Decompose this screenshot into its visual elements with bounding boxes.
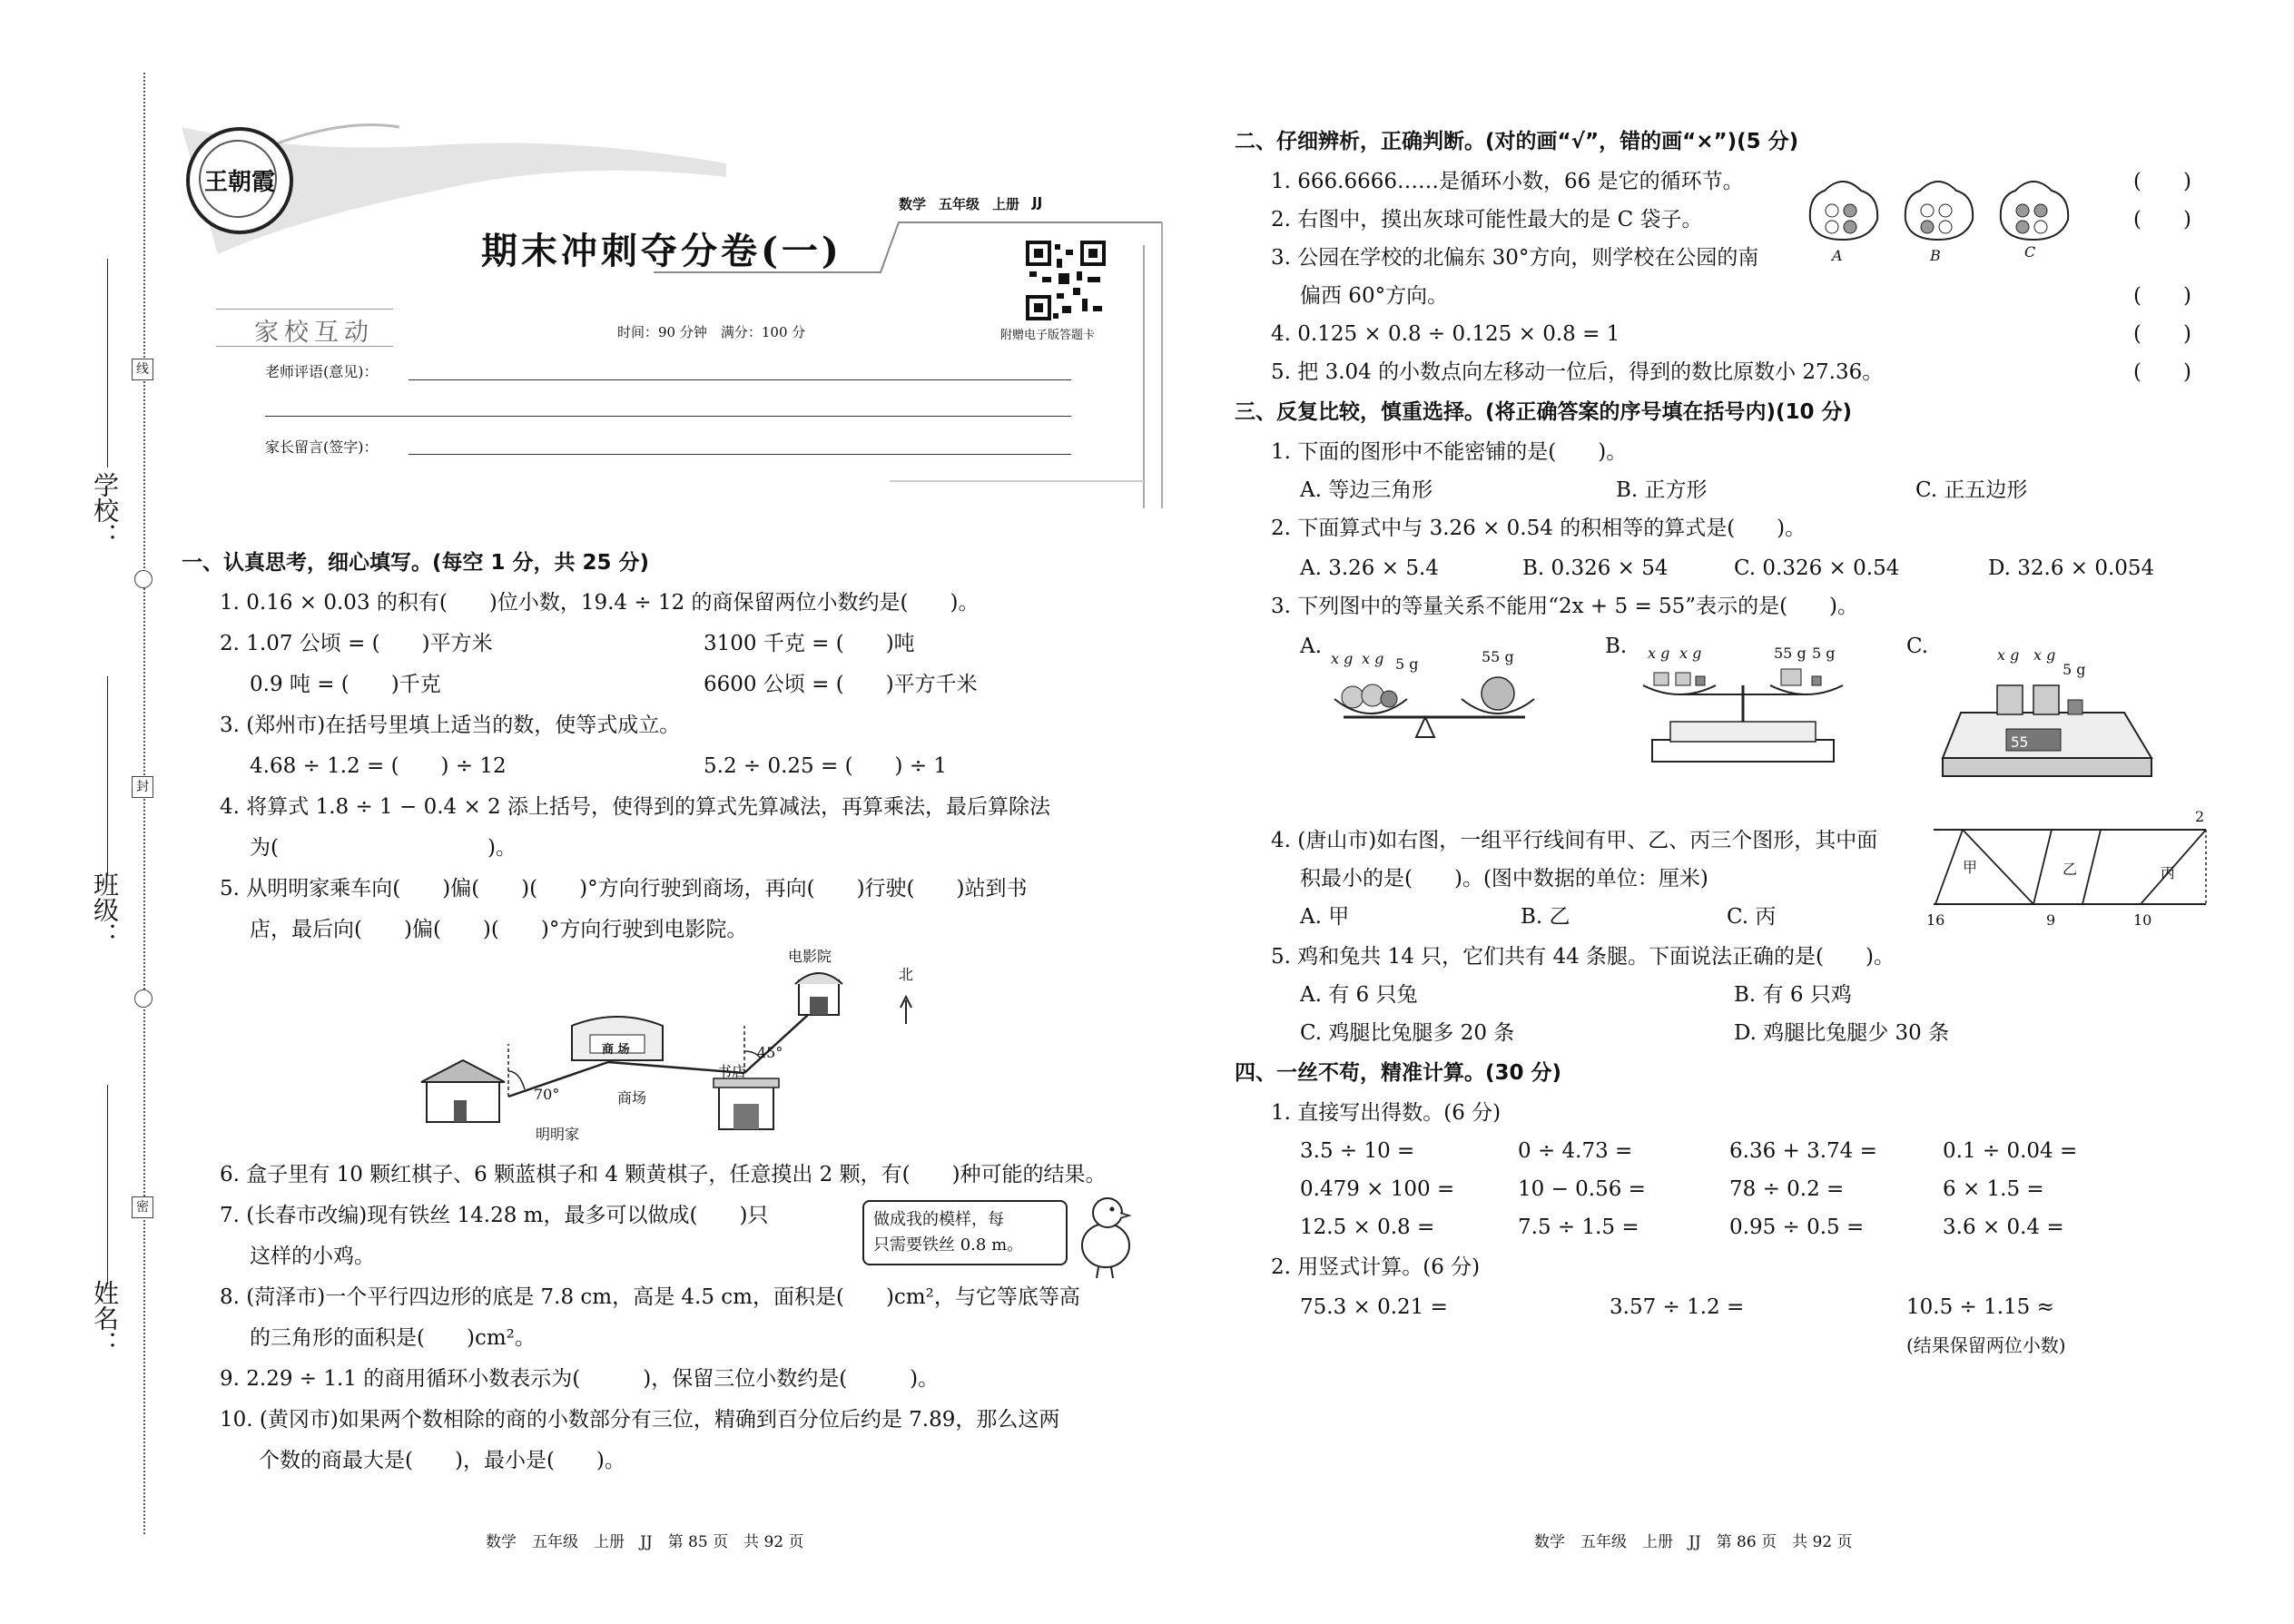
choice-4-a: A. 甲 [1300, 905, 1350, 929]
left-footer: 数学 五年级 上册 JJ 第 85 页 共 92 页 [486, 1533, 804, 1551]
section4-title: 四、一丝不苟，精准计算。(30 分) [1235, 1061, 1562, 1085]
choice-3-b: B. [1605, 635, 1628, 658]
q4a: 4. 将算式 1.8 ÷ 1 − 0.4 × 2 添上括号，使得到的算式先算减法，再算乘法，最后算除法 [220, 795, 1050, 819]
qr-code [1026, 241, 1106, 320]
bags-figure [1807, 163, 2070, 245]
calc-r2c2: 10 − 0.56 = [1518, 1177, 1646, 1201]
q7b: 这样的小鸡。 [250, 1245, 375, 1268]
calc-2-title: 2. 用竖式计算。(6 分) [1271, 1255, 1481, 1279]
calc-r3c2: 7.5 ÷ 1.5 = [1518, 1216, 1639, 1239]
bag-label-a: A [1832, 247, 1843, 264]
bag-label-c: C [2024, 243, 2036, 261]
speech-bubble [862, 1200, 1068, 1265]
q5b: 店，最后向( )偏( )( )°方向行驶到电影院。 [250, 918, 748, 941]
home-school-box [216, 309, 393, 347]
bubble-line-2: 只需要铁丝 0.8 m。 [873, 1235, 1024, 1255]
name-line [107, 1085, 108, 1284]
binding-hole-2 [134, 989, 153, 1008]
judge-3a: 3. 公园在学校的北偏东 30°方向，则学校在公园的南 [1271, 246, 1759, 270]
scale-c-x2: x g [2033, 646, 2056, 664]
q2c: 0.9 吨 = ( )千克 [250, 673, 441, 696]
judge-2-answer[interactable]: ( ) [2133, 208, 2191, 231]
vertical-calc-1: 75.3 × 0.21 = [1300, 1295, 1448, 1319]
q3b: 5.2 ÷ 0.25 = ( ) ÷ 1 [704, 754, 948, 778]
map-mall: 商场 [617, 1089, 647, 1107]
seal-char-secret: 密 [132, 1196, 153, 1218]
electronic-scale-c [1943, 649, 2161, 785]
q6: 6. 盒子里有 10 颗红棋子、6 颗蓝棋子和 4 颗黄棋子，任意摸出 2 颗，有( )种可能的结果。 [220, 1163, 1107, 1186]
q3a: 4.68 ÷ 1.2 = ( ) ÷ 12 [250, 754, 507, 778]
balance-a-x1: x g [1331, 650, 1354, 667]
fig-yi: 乙 [2063, 861, 2078, 878]
choice-1-c: C. 正五边形 [1915, 478, 2028, 502]
balance-a-x2: x g [1362, 650, 1384, 667]
fig-base-10: 10 [2133, 911, 2152, 929]
choice-4a: 4. (唐山市)如右图，一组平行线间有甲、乙、丙三个图形，其中面 [1271, 829, 1878, 852]
route-map [418, 944, 962, 1153]
class-label: 班级： [90, 871, 120, 948]
qr-caption: 附赠电子版答题卡 [1000, 329, 1096, 342]
judge-4-answer[interactable]: ( ) [2133, 322, 2191, 346]
bag-label-b: B [1930, 247, 1941, 264]
vertical-calc-note: (结果保留两位小数) [1906, 1334, 2066, 1356]
map-angle-70: 70° [534, 1086, 560, 1103]
section3-title: 三、反复比较，慎重选择。(将正确答案的序号填在括号内)(10 分) [1235, 400, 1853, 424]
school-label: 学校： [90, 472, 120, 548]
time-info: 时间：90 分钟 满分：100 分 [617, 324, 806, 340]
calc-r3c3: 0.95 ÷ 0.5 = [1729, 1216, 1865, 1239]
balance-a-5g: 5 g [1395, 655, 1419, 673]
choice-5-b: B. 有 6 只鸡 [1734, 983, 1852, 1007]
choice-5-a: A. 有 6 只兔 [1300, 983, 1418, 1007]
balance-b-5g: 5 g [1812, 645, 1836, 662]
choice-5-d: D. 鸡腿比兔腿少 30 条 [1734, 1021, 1950, 1045]
logo-text: 王朝霞 [203, 169, 275, 196]
map-angle-45: 45° [757, 1044, 783, 1061]
scale-c-x1: x g [1997, 646, 2020, 664]
balance-b-x1: x g [1648, 645, 1670, 662]
choice-3-c: C. [1906, 635, 1929, 658]
seal-char-seal: 封 [132, 776, 153, 798]
tag-grade: 五年级 [939, 196, 980, 212]
q1: 1. 0.16 × 0.03 的积有( )位小数，19.4 ÷ 12 的商保留两位小数约是( )。 [220, 591, 980, 615]
binding-hole-1 [134, 570, 153, 588]
choice-3: 3. 下列图中的等量关系不能用“2x + 5 = 55”表示的是( )。 [1271, 595, 1859, 618]
choice-2-c: C. 0.326 × 0.54 [1734, 556, 1900, 580]
page-title: 期末冲刺夺分卷(一) [481, 230, 842, 272]
fig-base-9: 9 [2046, 911, 2056, 929]
scale-display: 55 [2011, 733, 2029, 751]
home-school-label: 家校互动 [254, 319, 374, 347]
fig-bing: 丙 [2161, 864, 2176, 881]
scale-c-5g: 5 g [2063, 661, 2086, 678]
school-line [107, 259, 108, 468]
judge-1-answer[interactable]: ( ) [2133, 170, 2191, 193]
balance-b [1634, 649, 1861, 767]
q7a: 7. (长春市改编)现有铁丝 14.28 m，最多可以做成( )只 [220, 1204, 769, 1227]
choice-1-b: B. 正方形 [1616, 478, 1708, 502]
judge-1: 1. 666.6666……是循环小数，66 是它的循环节。 [1271, 170, 1744, 193]
teacher-comment-label: 老师评语(意见)： [265, 363, 379, 380]
teacher-comment-line-1 [409, 379, 1071, 380]
choice-5: 5. 鸡和兔共 14 只，它们共有 44 条腿。下面说法正确的是( )。 [1271, 945, 1895, 969]
q4b: 为( )。 [250, 836, 517, 860]
tag-subject: 数学 [899, 196, 927, 212]
judge-3-answer[interactable]: ( ) [2133, 284, 2191, 308]
vertical-calc-2: 3.57 ÷ 1.2 = [1610, 1295, 1745, 1319]
choice-4b: 积最小的是( )。(图中数据的单位：厘米) [1300, 867, 1708, 891]
bubble-line-1: 做成我的模样，每 [873, 1210, 1004, 1229]
calc-r3c1: 12.5 × 0.8 = [1300, 1216, 1435, 1239]
q8b: 的三角形的面积是( )cm²。 [250, 1326, 536, 1350]
judge-2: 2. 右图中，摸出灰球可能性最大的是 C 袋子。 [1271, 208, 1703, 231]
seal-char-line: 线 [132, 359, 153, 380]
right-footer: 数学 五年级 上册 JJ 第 86 页 共 92 页 [1534, 1533, 1853, 1551]
choice-1: 1. 下面的图形中不能密铺的是( )。 [1271, 440, 1628, 464]
binding-dotted-line [143, 73, 145, 1534]
map-mall-sign: 商 场 [602, 1043, 630, 1057]
calc-1-title: 1. 直接写出得数。(6 分) [1271, 1101, 1501, 1125]
judge-5: 5. 把 3.04 的小数点向左移动一位后，得到的数比原数小 27.36。 [1271, 360, 1884, 384]
q10a: 10. (黄冈市)如果两个数相除的商的小数部分有三位，精确到百分位后约是 7.89，那么这两 [220, 1408, 1060, 1432]
parent-comment-line [409, 454, 1071, 455]
balance-b-x2: x g [1679, 645, 1702, 662]
calc-r2c4: 6 × 1.5 = [1943, 1177, 2044, 1201]
choice-2-d: D. 32.6 × 0.054 [1988, 556, 2155, 580]
choice-1-a: A. 等边三角形 [1300, 478, 1433, 502]
balance-b-55g: 55 g [1774, 645, 1807, 662]
map-cinema: 电影院 [788, 948, 832, 965]
subject-tags [899, 194, 1042, 213]
q10b: 个数的商最大是( )，最小是( )。 [259, 1449, 625, 1472]
fig-height: 2 [2195, 808, 2205, 825]
choice-2-a: A. 3.26 × 5.4 [1300, 556, 1439, 580]
judge-4: 4. 0.125 × 0.8 ÷ 0.125 × 0.8 = 1 [1271, 322, 1620, 346]
tag-edition: JJ [1032, 194, 1043, 211]
teacher-comment-line-2 [265, 416, 1071, 417]
class-line [107, 676, 108, 876]
calc-r3c4: 3.6 × 0.4 = [1943, 1216, 2064, 1239]
q5a: 5. 从明明家乘车向( )偏( )( )°方向行驶到商场，再向( )行驶( )站到书 [220, 877, 1028, 901]
judge-5-answer[interactable]: ( ) [2133, 360, 2191, 384]
chick-illustration [1071, 1189, 1144, 1280]
map-home: 明明家 [536, 1126, 580, 1143]
section1-title: 一、认真思考，细心填写。(每空 1 分，共 25 分) [182, 551, 650, 575]
fig-base-16: 16 [1926, 911, 1945, 929]
parent-comment-label: 家长留言(签字)： [265, 438, 379, 456]
calc-r1c3: 6.36 + 3.74 = [1729, 1139, 1877, 1163]
q3: 3. (郑州市)在括号里填上适当的数，使等式成立。 [220, 714, 681, 737]
calc-r2c1: 0.479 × 100 = [1300, 1177, 1455, 1201]
q2d: 6600 公顷 = ( )平方千米 [704, 673, 978, 696]
choice-3-a: A. [1300, 635, 1322, 658]
choice-2-b: B. 0.326 × 54 [1522, 556, 1669, 580]
judge-3b: 偏西 60°方向。 [1300, 284, 1449, 308]
tag-volume: 上册 [992, 196, 1020, 212]
choice-2: 2. 下面算式中与 3.26 × 0.54 的积相等的算式是( )。 [1271, 517, 1807, 540]
calc-r1c4: 0.1 ÷ 0.04 = [1943, 1139, 2078, 1163]
section2-title: 二、仔细辨析，正确判断。(对的画“√”，错的画“×”)(5 分) [1235, 130, 1799, 153]
name-label: 姓名： [90, 1280, 120, 1356]
q2b: 3100 千克 = ( )吨 [704, 632, 915, 655]
vertical-calc-3: 10.5 ÷ 1.15 ≈ [1906, 1295, 2054, 1319]
fig-jia: 甲 [1963, 859, 1978, 876]
q2a: 2. 1.07 公顷 = ( )平方米 [220, 632, 493, 655]
q8a: 8. (菏泽市)一个平行四边形的底是 7.8 cm，高是 4.5 cm，面积是( )cm²，与它等底等高 [220, 1285, 1080, 1309]
map-bookstore: 书店 [717, 1063, 747, 1080]
choice-4-b: B. 乙 [1521, 905, 1570, 929]
calc-r1c1: 3.5 ÷ 10 = [1300, 1139, 1415, 1163]
calc-r1c2: 0 ÷ 4.73 = [1518, 1139, 1633, 1163]
balance-a-55g: 55 g [1482, 648, 1514, 665]
brand-logo [186, 127, 293, 234]
choice-5-c: C. 鸡腿比兔腿多 20 条 [1300, 1021, 1515, 1045]
map-north: 北 [899, 966, 914, 983]
choice-4-c: C. 丙 [1727, 905, 1777, 929]
q9: 9. 2.29 ÷ 1.1 的商用循环小数表示为( )，保留三位小数约是( )。 [220, 1367, 940, 1391]
calc-r2c3: 78 ÷ 0.2 = [1729, 1177, 1845, 1201]
